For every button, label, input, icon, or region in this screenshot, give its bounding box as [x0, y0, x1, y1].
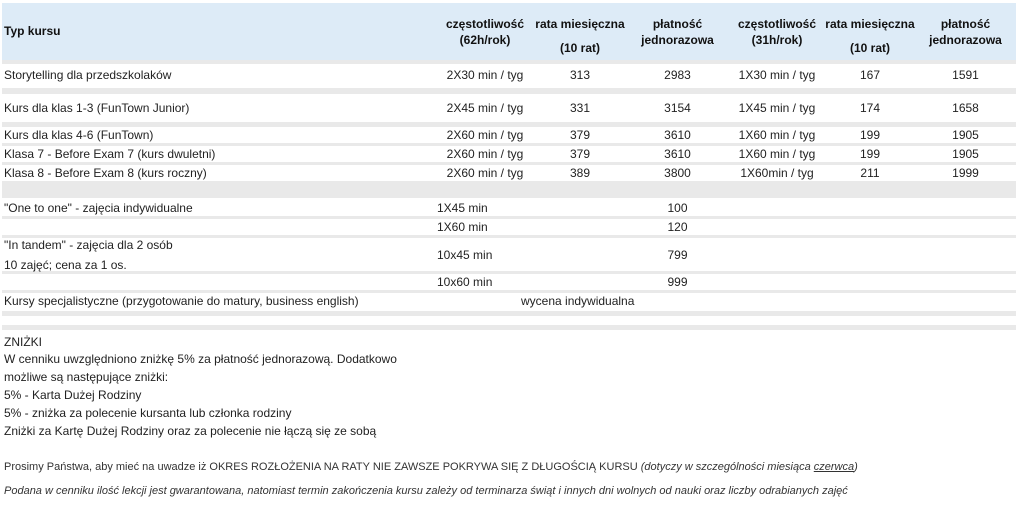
- course-name: Kurs dla klas 1-3 (FunTown Junior): [4, 101, 190, 115]
- discounts-line: 5% - zniżka za polecenie kursanta lub członka rodziny: [4, 406, 292, 420]
- course-rate1: 313: [569, 68, 591, 82]
- course-name: Klasa 7 - Before Exam 7 (kurs dwuletni): [4, 147, 216, 161]
- header-rate2-sub: (10 rat): [849, 41, 890, 55]
- course-rate2: 199: [859, 128, 881, 142]
- header-freq1-sub: (62h/rok): [459, 33, 511, 47]
- course-pay1: 3800: [664, 166, 691, 180]
- tandem-price: 999: [667, 275, 688, 289]
- course-pay1: 3610: [664, 147, 691, 161]
- row-divider: [2, 60, 1016, 64]
- row-divider: [2, 143, 1016, 146]
- course-pay1: 3154: [664, 101, 691, 115]
- course-pay2: 1905: [952, 128, 979, 142]
- row-divider: [2, 290, 1016, 293]
- course-freq1: 2X60 min / tyg: [446, 128, 524, 142]
- course-freq2: 1X60 min / tyg: [738, 147, 816, 161]
- course-name: Storytelling dla przedszkolaków: [4, 68, 172, 82]
- note-installments-paren: (dotyczy w szczególności miesiąca: [640, 461, 814, 473]
- individual-name: "One to one" - zajęcia indywidualne: [4, 201, 193, 215]
- tandem-name: "In tandem" - zajęcia dla 2 osób: [4, 238, 173, 252]
- course-rate2: 199: [859, 147, 881, 161]
- row-divider: [2, 216, 1016, 219]
- tandem-price: 799: [667, 248, 688, 262]
- course-freq1: 2X45 min / tyg: [446, 101, 524, 115]
- discounts-title: ZNIŻKI: [4, 335, 42, 349]
- course-rate1: 379: [569, 147, 591, 161]
- individual-duration: 1X45 min: [437, 201, 488, 215]
- header-rate1-sub: (10 rat): [559, 41, 600, 55]
- row-divider: [2, 325, 1016, 330]
- course-freq2: 1X60 min / tyg: [738, 128, 816, 142]
- course-name: Klasa 8 - Before Exam 8 (kurs roczny): [4, 166, 207, 180]
- row-divider: [2, 271, 1016, 274]
- row-divider: [2, 122, 1016, 127]
- special-name: Kursy specjalistyczne (przygotowanie do matury, business english): [4, 294, 359, 308]
- course-pay2: 1905: [952, 147, 979, 161]
- course-freq2: 1X30 min / tyg: [738, 68, 816, 82]
- course-rate2: 174: [859, 101, 881, 115]
- note-installments-month: czerwca: [813, 461, 855, 473]
- discounts-line: możliwe są następujące zniżki:: [4, 370, 169, 384]
- tandem-note: 10 zajęć; cena za 1 os.: [4, 258, 127, 272]
- course-pay2: 1591: [952, 68, 979, 82]
- course-rate2: 167: [859, 68, 881, 82]
- course-rate1: 379: [569, 128, 591, 142]
- note-installments-main: Prosimy Państwa, aby mieć na uwadze iż OKRES ROZŁOŻENIA NA RATY NIE ZAWSZE POKRYWA SIĘ Z DŁUGOŚCIĄ KURSU: [4, 461, 638, 473]
- row-divider: [2, 88, 1016, 94]
- course-pay2: 1658: [952, 101, 979, 115]
- course-freq1: 2X60 min / tyg: [446, 166, 524, 180]
- header-pay2-a: płatność: [940, 17, 991, 31]
- tandem-duration: 10x45 min: [437, 248, 493, 262]
- discounts-line: 5% - Karta Dużej Rodziny: [4, 388, 142, 402]
- course-freq2: 1X60min / tyg: [740, 166, 814, 180]
- row-divider: [2, 181, 1016, 198]
- header-rate2: rata miesięczna: [825, 17, 915, 31]
- row-divider: [2, 162, 1016, 165]
- header-rate1: rata miesięczna: [535, 17, 625, 31]
- header-freq1: częstotliwość: [445, 17, 525, 31]
- note-installments: [4, 461, 858, 473]
- discounts-line: W cenniku uwzględniono zniżkę 5% za płatność jednorazową. Dodatkowo: [4, 352, 397, 366]
- individual-duration: 1X60 min: [437, 220, 488, 234]
- course-pay2: 1999: [952, 166, 979, 180]
- row-divider: [2, 311, 1016, 316]
- course-freq1: 2X60 min / tyg: [446, 147, 524, 161]
- header-pay1-a: płatność: [652, 17, 703, 31]
- course-rate2: 211: [860, 166, 880, 180]
- header-pay2-b: jednorazowa: [929, 33, 1002, 47]
- course-freq1: 2X30 min / tyg: [446, 68, 524, 82]
- header-type: Typ kursu: [4, 24, 61, 38]
- special-price: wycena indywidualna: [521, 294, 635, 308]
- course-rate1: 389: [569, 166, 591, 180]
- note-installments-close: ): [854, 461, 858, 473]
- course-pay1: 3610: [664, 128, 691, 142]
- tandem-duration: 10x60 min: [437, 275, 493, 289]
- header-freq2-sub: (31h/rok): [751, 33, 803, 47]
- course-name: Kurs dla klas 4-6 (FunTown): [4, 128, 154, 142]
- header-freq2: częstotliwość: [737, 17, 817, 31]
- course-freq2: 1X45 min / tyg: [738, 101, 816, 115]
- course-pay1: 2983: [664, 68, 691, 82]
- course-rate1: 331: [569, 101, 591, 115]
- discounts-line: Zniżki za Kartę Dużej Rodziny oraz za polecenie nie łączą się ze sobą: [4, 424, 377, 438]
- individual-price: 120: [667, 220, 688, 234]
- note-lessons: Podana w cenniku ilość lekcji jest gwarantowana, natomiast termin zakończenia kursu zależy od terminarza świąt i innych dni wolnych od nauki oraz liczby odrabianych zajęć: [4, 485, 848, 497]
- header-pay1-b: jednorazowa: [641, 33, 714, 47]
- individual-price: 100: [667, 201, 688, 215]
